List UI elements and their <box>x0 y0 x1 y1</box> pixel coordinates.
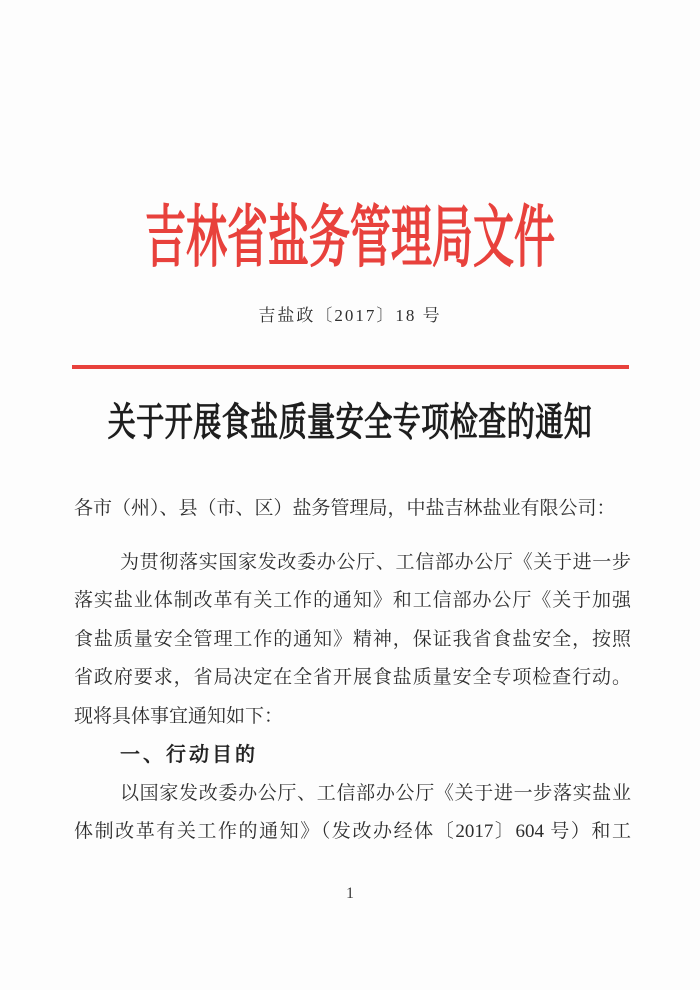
page-number: 1 <box>346 885 354 902</box>
body-line: 省政府要求，省局决定在全省开展食盐质量安全专项检查行动。 <box>74 667 631 688</box>
document-reference-number: 吉盐政〔2017〕18 号 <box>258 306 442 325</box>
body-line: 现将具体事宜通知如下： <box>74 705 284 727</box>
body-line: 落实盐业体制改革有关工作的通知》和工信部办公厅《关于加强 <box>74 590 631 611</box>
body-line: 体制改革有关工作的通知》（发改办经体〔2017〕604 号）和工 <box>74 821 631 842</box>
document-body <box>74 490 631 852</box>
salutation-line: 各市（州）、县（市、区）盐务管理局，中盐吉林盐业有限公司： <box>74 498 616 519</box>
section-heading: 一、行动目的 <box>120 744 258 766</box>
red-divider-rule <box>72 365 629 369</box>
document-title <box>0 398 700 446</box>
document-title-text: 关于开展食盐质量安全专项检查的通知 <box>107 401 593 446</box>
body-line: 为贯彻落实国家发改委办公厅、工信部办公厅《关于进一步 <box>120 551 631 573</box>
body-line: 以国家发改委办公厅、工信部办公厅《关于进一步落实盐业 <box>120 782 631 804</box>
body-line: 食盐质量安全管理工作的通知》精神，保证我省食盐安全，按照 <box>74 628 631 650</box>
agency-masthead-text: 吉林省盐务管理局文件 <box>145 198 555 275</box>
agency-masthead <box>0 186 700 276</box>
